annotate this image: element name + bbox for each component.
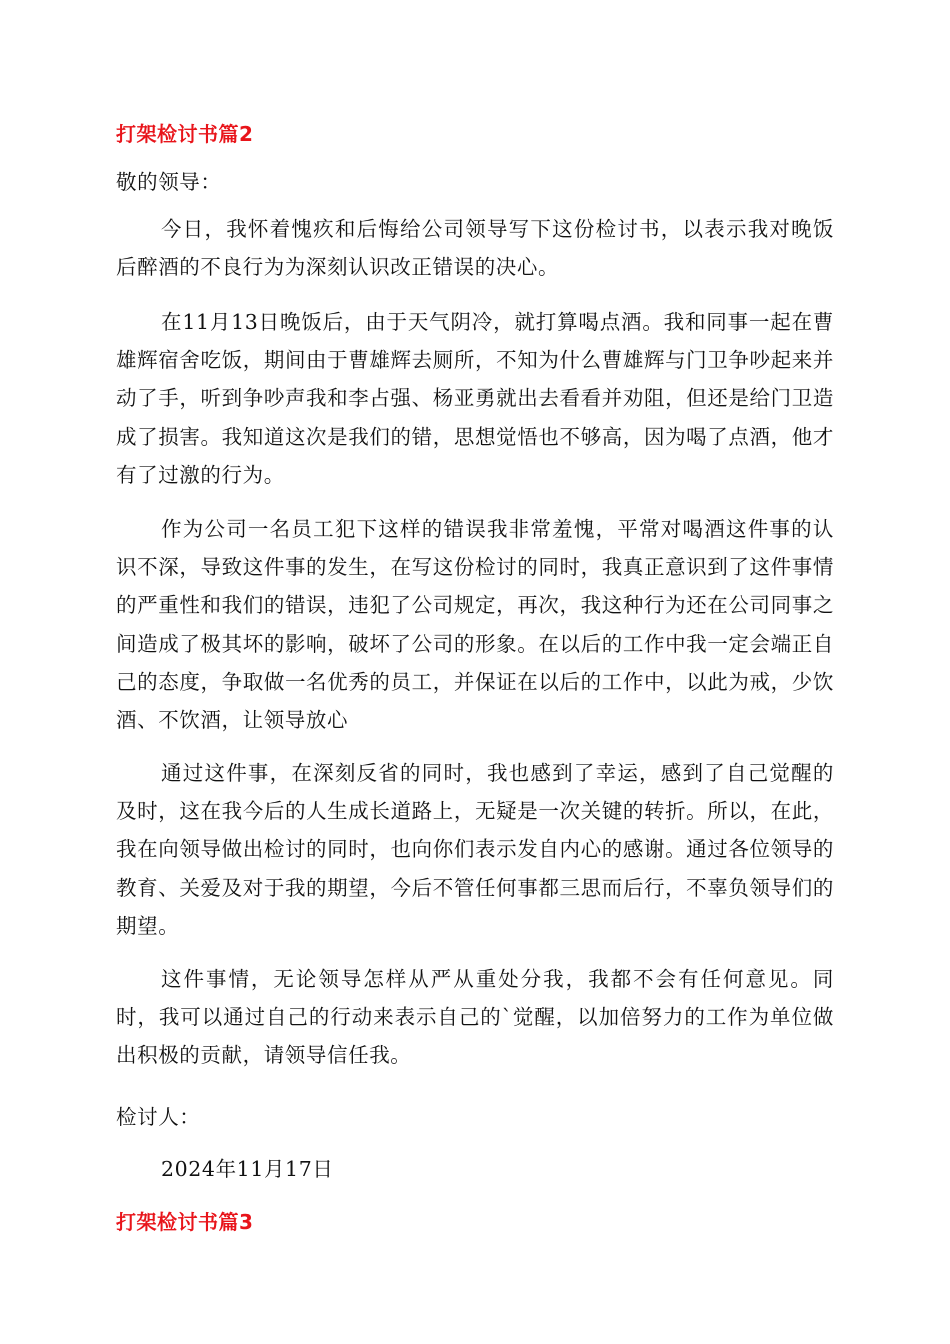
paragraph: 通过这件事，在深刻反省的同时，我也感到了幸运，感到了自己觉醒的及时，这在我今后的人生成长道路上，无疑是一次关键的转折。所以，在此，我在向领导做出检讨的同时，也向你们表示发自内心的感谢。通过各位领导的教育、关爱及对于我的期望，今后不管任何事都三思而后行，不辜负领导们的期望。 bbox=[116, 761, 834, 938]
paragraph: 作为公司一名员工犯下这样的错误我非常羞愧，平常对喝酒这件事的认识不深，导致这件事的发生，在写这份检讨的同时，我真正意识到了这件事情的严重性和我们的错误，违犯了公司规定，再次，我这种行为还在公司同事之间造成了极其坏的影响，破坏了公司的形象。在以后的工作中我一定会端正自己的态度，争取做一名优秀的员工，并保证在以后的工作中，以此为戒，少饮酒、不饮酒，让领导放心 bbox=[116, 517, 834, 733]
section-heading: 打架检讨书篇2 bbox=[116, 122, 254, 146]
signer-label: 检讨人： bbox=[116, 1105, 201, 1129]
paragraph: 今日，我怀着愧疚和后悔给公司领导写下这份检讨书，以表示我对晚饭后醉酒的不良行为为深刻认识改正错误的决心。 bbox=[116, 217, 834, 280]
salutation: 敬的领导： bbox=[116, 170, 222, 194]
paragraph: 这件事情，无论领导怎样从严从重处分我，我都不会有任何意见。同时，我可以通过自己的行动来表示自己的`觉醒，以加倍努力的工作为单位做出积极的贡献，请领导信任我。 bbox=[116, 967, 834, 1068]
section-heading: 打架检讨书篇3 bbox=[116, 1210, 254, 1234]
paragraph: 在11月13日晚饭后，由于天气阴冷，就打算喝点酒。我和同事一起在曹雄辉宿舍吃饭，期间由于曹雄辉去厕所，不知为什么曹雄辉与门卫争吵起来并动了手，听到争吵声我和李占强、杨亚勇就出去看看并劝阻，但还是给门卫造成了损害。我知道这次是我们的错，思想觉悟也不够高，因为喝了点酒，他才有了过激的行为。 bbox=[116, 310, 834, 487]
date: 2024年11月17日 bbox=[161, 1157, 334, 1181]
